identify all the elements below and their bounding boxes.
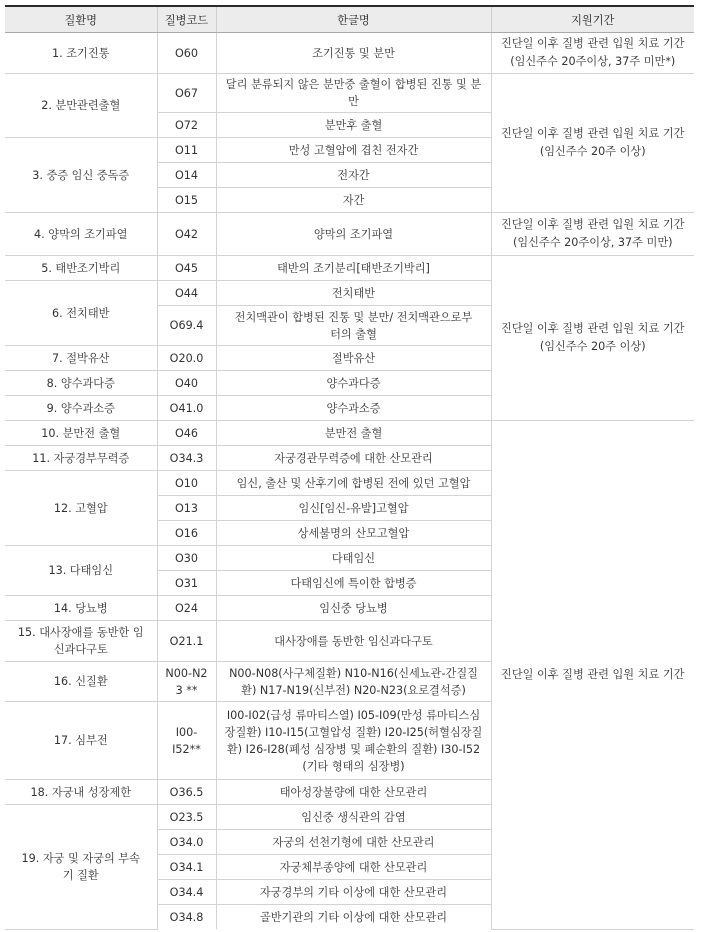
- disease-code: N00-N23 **: [157, 662, 216, 702]
- disease-name: 11. 자궁경부무력증: [5, 446, 157, 471]
- disease-code: O44: [157, 281, 216, 306]
- disease-name: 10. 분만전 출혈: [5, 421, 157, 446]
- korean-name: 만성 고혈압에 겹친 전자간: [216, 138, 491, 163]
- support-period-table: [5, 5, 694, 930]
- table-row: [5, 213, 694, 256]
- disease-code: O11: [157, 138, 216, 163]
- disease-name: 1. 조기진통: [5, 33, 157, 74]
- disease-name: 4. 양막의 조기파열: [5, 213, 157, 256]
- korean-name: 자궁체부종양에 대한 산모관리: [216, 855, 491, 880]
- table-row: [5, 256, 694, 281]
- disease-code: O31: [157, 571, 216, 596]
- disease-name: 8. 양수과다증: [5, 371, 157, 396]
- disease-code: O10: [157, 471, 216, 496]
- korean-name: 절박유산: [216, 346, 491, 371]
- disease-code: O45: [157, 256, 216, 281]
- disease-name: 17. 심부전: [5, 702, 157, 780]
- disease-code: O60: [157, 33, 216, 74]
- korean-name: 임신, 출산 및 산후기에 합병된 전에 있던 고혈압: [216, 471, 491, 496]
- disease-code: O72: [157, 113, 216, 138]
- disease-code: O46: [157, 421, 216, 446]
- korean-name: 양수과다증: [216, 371, 491, 396]
- support-period: 진단일 이후 질병 관련 입원 치료 기간: [491, 421, 694, 930]
- korean-name: 전치태반: [216, 281, 491, 306]
- korean-name: 전치맥관이 합병된 진통 및 분만/ 전치맥관으로부터의 출혈: [216, 306, 491, 346]
- disease-name: 2. 분만관련출혈: [5, 74, 157, 138]
- korean-name: 상세불명의 산모고혈압: [216, 521, 491, 546]
- header-row: [5, 6, 694, 33]
- korean-name: 양수과소증: [216, 396, 491, 421]
- disease-name: 7. 절박유산: [5, 346, 157, 371]
- disease-name: 13. 다태임신: [5, 546, 157, 596]
- disease-code: O20.0: [157, 346, 216, 371]
- disease-code: O34.1: [157, 855, 216, 880]
- disease-code: O34.0: [157, 830, 216, 855]
- korean-name: N00-N08(사구체질환) N10-N16(신세뇨관-간질질환) N17-N19(신부전) N20-N23(요로결석증): [216, 662, 491, 702]
- korean-name: 전자간: [216, 163, 491, 188]
- korean-name: I00-I02(급성 류마티스열) I05-I09(만성 류마티스심장질환) I10-I15(고혈압성 질환) I20-I25(허혈심장질환) I26-I28(폐성 심장병 및 폐순환의 질환) I30-I52(기타 형태의 심장병): [216, 702, 491, 780]
- korean-name: 달리 분류되지 않은 분만중 출혈이 합병된 진통 및 분만: [216, 74, 491, 113]
- support-period: 진단일 이후 질병 관련 입원 치료 기간 (임신주수 20주 이상): [491, 74, 694, 213]
- korean-name: 자간: [216, 188, 491, 213]
- korean-name: 분만전 출혈: [216, 421, 491, 446]
- disease-code: O15: [157, 188, 216, 213]
- support-period: 진단일 이후 질병 관련 입원 치료 기간 (임신주수 20주이상, 37주 미만*): [491, 33, 694, 74]
- korean-name: 조기진통 및 분만: [216, 33, 491, 74]
- disease-code: O34.3: [157, 446, 216, 471]
- korean-name: 태아성장불량에 대한 산모관리: [216, 780, 491, 805]
- disease-name: 16. 신질환: [5, 662, 157, 702]
- header-korean-name: 한글명: [216, 6, 491, 33]
- disease-code: O30: [157, 546, 216, 571]
- support-period: 진단일 이후 질병 관련 입원 치료 기간 (임신주수 20주 이상): [491, 256, 694, 421]
- table-row: [5, 74, 694, 113]
- disease-code: O36.5: [157, 780, 216, 805]
- korean-name: 양막의 조기파열: [216, 213, 491, 256]
- disease-name: 5. 태반조기박리: [5, 256, 157, 281]
- disease-code: O41.0: [157, 396, 216, 421]
- disease-name: 3. 중증 임신 중독증: [5, 138, 157, 213]
- korean-name: 대사장애를 동반한 임신과다구토: [216, 621, 491, 662]
- korean-name: 태반의 조기분리[태반조기박리]: [216, 256, 491, 281]
- disease-name: 9. 양수과소증: [5, 396, 157, 421]
- disease-code: I00-I52**: [157, 702, 216, 780]
- korean-name: 자궁경관무력증에 대한 산모관리: [216, 446, 491, 471]
- disease-code: O34.8: [157, 905, 216, 930]
- disease-name: 15. 대사장애를 동반한 임신과다구토: [5, 621, 157, 662]
- disease-code: O16: [157, 521, 216, 546]
- header-code: 질병코드: [157, 6, 216, 33]
- disease-code: O69.4: [157, 306, 216, 346]
- header-disease: 질환명: [5, 6, 157, 33]
- disease-code: O24: [157, 596, 216, 621]
- table-row: [5, 33, 694, 74]
- korean-name: 골반기관의 기타 이상에 대한 산모관리: [216, 905, 491, 930]
- disease-code: O42: [157, 213, 216, 256]
- disease-name: 12. 고혈압: [5, 471, 157, 546]
- disease-code: O14: [157, 163, 216, 188]
- korean-name: 임신[임신-유발]고혈압: [216, 496, 491, 521]
- disease-name: 6. 전치태반: [5, 281, 157, 346]
- disease-code: O34.4: [157, 880, 216, 905]
- disease-name: 18. 자궁내 성장제한: [5, 780, 157, 805]
- disease-code: O23.5: [157, 805, 216, 830]
- disease-code: O67: [157, 74, 216, 113]
- disease-code: O21.1: [157, 621, 216, 662]
- korean-name: 분만후 출혈: [216, 113, 491, 138]
- korean-name: 임신중 생식관의 감염: [216, 805, 491, 830]
- korean-name: 자궁의 선천기형에 대한 산모관리: [216, 830, 491, 855]
- korean-name: 다태임신: [216, 546, 491, 571]
- disease-name: 19. 자궁 및 자궁의 부속기 질환: [5, 805, 157, 930]
- disease-code: O13: [157, 496, 216, 521]
- disease-code: O40: [157, 371, 216, 396]
- header-support-period: 지원기간: [491, 6, 694, 33]
- korean-name: 다태임신에 특이한 합병증: [216, 571, 491, 596]
- korean-name: 자궁경부의 기타 이상에 대한 산모관리: [216, 880, 491, 905]
- korean-name: 임신중 당뇨병: [216, 596, 491, 621]
- support-period: 진단일 이후 질병 관련 입원 치료 기간 (임신주수 20주이상, 37주 미만): [491, 213, 694, 256]
- disease-name: 14. 당뇨병: [5, 596, 157, 621]
- table-row: [5, 421, 694, 446]
